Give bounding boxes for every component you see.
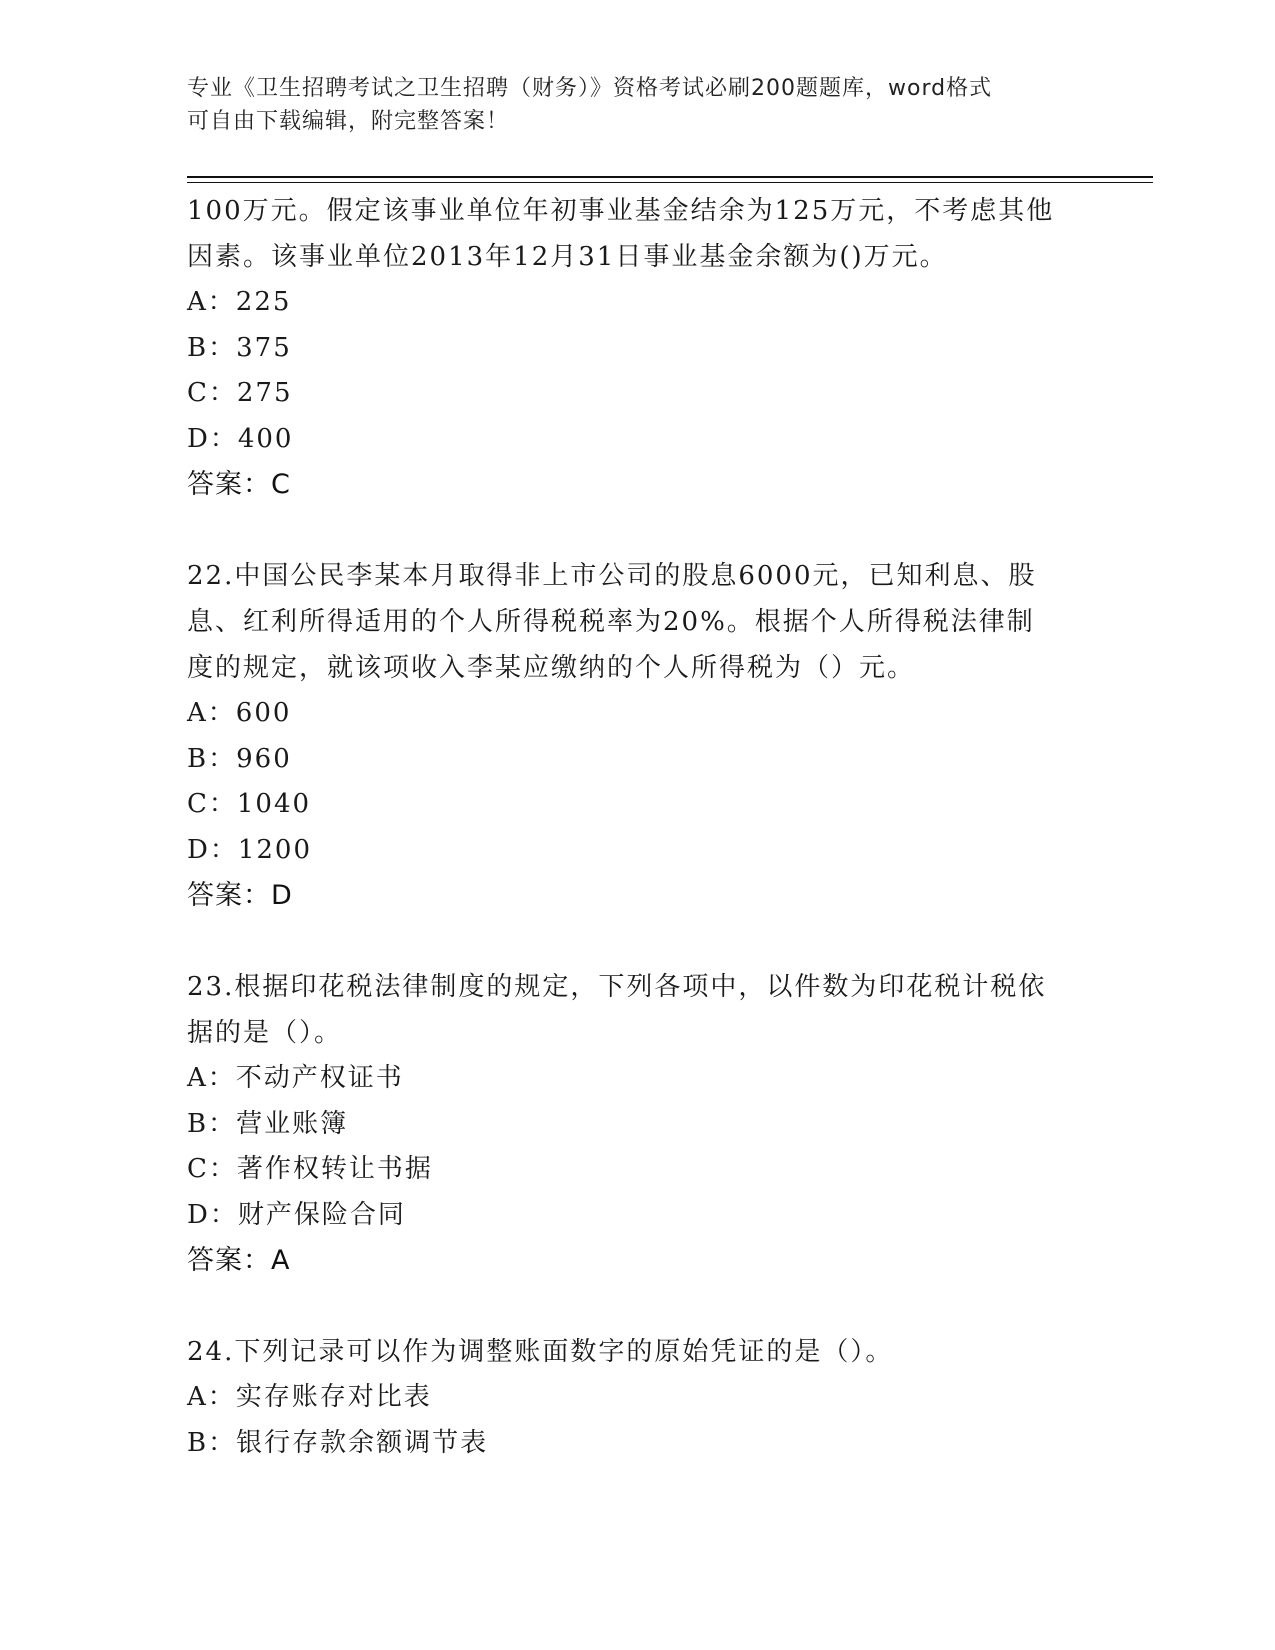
- option-d: D：财产保险合同: [187, 1199, 406, 1230]
- header-title-line-1: 专业《卫生招聘考试之卫生招聘（财务）》资格考试必刷200题题库，word格式: [187, 76, 993, 101]
- option-a: A：不动产权证书: [187, 1063, 404, 1093]
- header-divider-thin: [187, 182, 1153, 183]
- option-a: A：600: [187, 698, 292, 728]
- answer-line: 答案：A: [187, 1245, 291, 1276]
- question-block: [187, 553, 1107, 919]
- question-text-line: 23.根据印花税法律制度的规定，下列各项中，以件数为印花税计税依: [187, 972, 1047, 1002]
- question-text-line: 100万元。假定该事业单位年初事业基金结余为125万元，不考虑其他: [187, 196, 1055, 226]
- option-a: A：实存账存对比表: [187, 1382, 432, 1412]
- question-spacer: [187, 1284, 1107, 1329]
- question-list: [187, 188, 1107, 1466]
- header-divider-thick: [187, 176, 1153, 178]
- option-c: C：著作权转让书据: [187, 1154, 433, 1184]
- answer-line: 答案：D: [187, 880, 293, 911]
- document-header: [187, 72, 1067, 138]
- option-d: D：400: [187, 423, 294, 454]
- question-block: [187, 964, 1107, 1284]
- header-title-line-2: 可自由下载编辑，附完整答案！: [187, 109, 510, 134]
- option-b: B：960: [187, 743, 292, 774]
- option-b: B：银行存款余额调节表: [187, 1427, 489, 1458]
- answer-line: 答案：C: [187, 469, 291, 500]
- question-block: [187, 1329, 1107, 1466]
- question-text-line: 因素。该事业单位2013年12月31日事业基金余额为()万元。: [187, 242, 948, 272]
- question-spacer: [187, 508, 1107, 553]
- option-c: C：275: [187, 378, 293, 408]
- question-text-line: 据的是（）。: [187, 1018, 343, 1048]
- question-text-line: 度的规定，就该项收入李某应缴纳的个人所得税为（）元。: [187, 653, 916, 683]
- question-block: [187, 188, 1107, 508]
- option-b: B：375: [187, 332, 292, 363]
- question-text-line: 22.中国公民李某本月取得非上市公司的股息6000元，已知利息、股: [187, 561, 1037, 591]
- option-d: D：1200: [187, 834, 313, 865]
- question-text-line: 24.下列记录可以作为调整账面数字的原始凭证的是（）。: [187, 1337, 894, 1367]
- option-b: B：营业账簿: [187, 1108, 349, 1139]
- question-text-line: 息、红利所得适用的个人所得税税率为20%。根据个人所得税法律制: [187, 607, 1035, 637]
- option-c: C：1040: [187, 789, 312, 819]
- option-a: A：225: [187, 287, 292, 317]
- question-spacer: [187, 919, 1107, 964]
